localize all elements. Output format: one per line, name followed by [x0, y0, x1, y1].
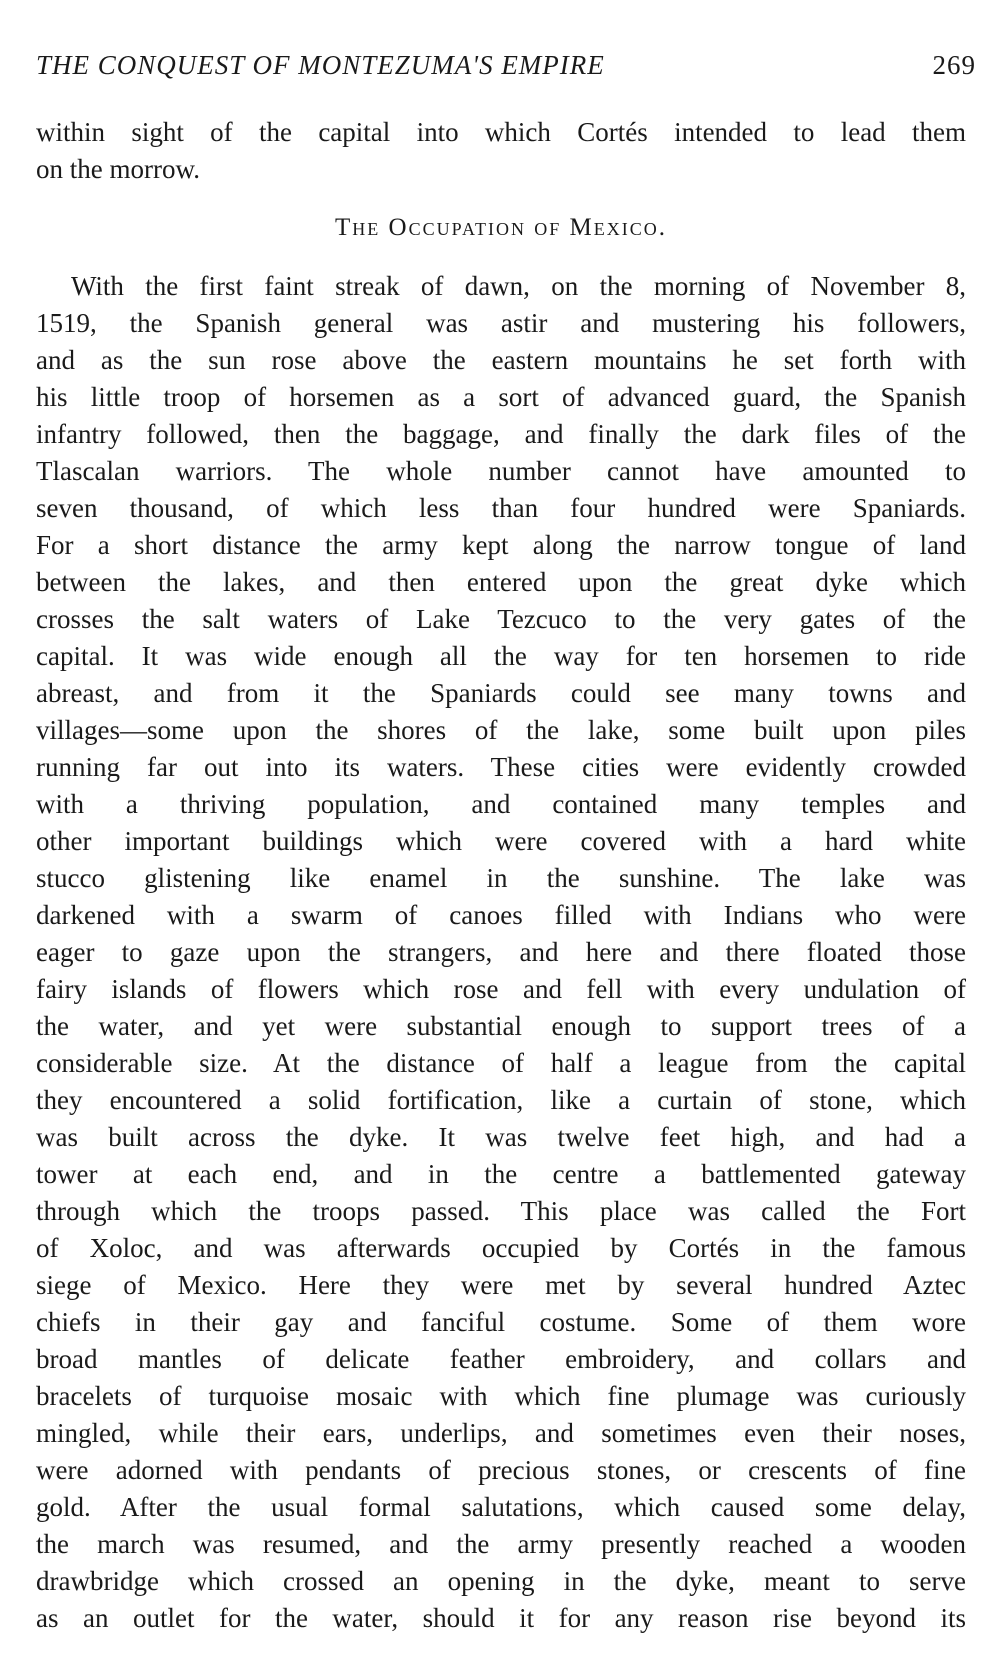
text-line: bracelets of turquoise mosaic with which fine plumage was curiously	[36, 1381, 966, 1411]
text-line: his little troop of horsemen as a sort of advanced guard, the Spanish	[36, 382, 966, 412]
text-line: was built across the dyke. It was twelve feet high, and had a	[36, 1122, 966, 1152]
text-line: on the morrow.	[36, 154, 200, 184]
section-heading: The Occupation of Mexico.	[335, 214, 667, 241]
text-line: abreast, and from it the Spaniards could see many towns and	[36, 678, 966, 708]
text-line: with a thriving population, and contained many temples and	[36, 789, 966, 819]
text-line: broad mantles of delicate feather embroidery, and collars and	[36, 1344, 966, 1374]
text-line: eager to gaze upon the strangers, and here and there floated those	[36, 937, 966, 967]
text-line: seven thousand, of which less than four hundred were Spaniards.	[36, 493, 966, 523]
text-line: they encountered a solid fortification, like a curtain of stone, which	[36, 1085, 966, 1115]
text-line: Tlascalan warriors. The whole number cannot have amounted to	[36, 456, 966, 486]
text-line: darkened with a swarm of canoes filled with Indians who were	[36, 900, 966, 930]
text-line: through which the troops passed. This place was called the Fort	[36, 1196, 966, 1226]
text-line: With the first faint streak of dawn, on the morning of November 8,	[71, 271, 966, 301]
text-line: within sight of the capital into which Cortés intended to lead them	[36, 117, 966, 147]
text-line: gold. After the usual formal salutations, which caused some delay,	[36, 1492, 966, 1522]
text-line: 1519, the Spanish general was astir and mustering his followers,	[36, 308, 966, 338]
text-line: tower at each end, and in the centre a battlemented gateway	[36, 1159, 966, 1189]
text-line: infantry followed, then the baggage, and finally the dark files of the	[36, 419, 966, 449]
text-line: crosses the salt waters of Lake Tezcuco to the very gates of the	[36, 604, 966, 634]
text-line: the march was resumed, and the army presently reached a wooden	[36, 1529, 966, 1559]
text-line: For a short distance the army kept along the narrow tongue of land	[36, 530, 966, 560]
page-number: 269	[932, 50, 976, 80]
text-line: siege of Mexico. Here they were met by several hundred Aztec	[36, 1270, 966, 1300]
text-line: were adorned with pendants of precious stones, or crescents of fine	[36, 1455, 966, 1485]
text-line: between the lakes, and then entered upon the great dyke which	[36, 567, 966, 597]
text-line: drawbridge which crossed an opening in the dyke, meant to serve	[36, 1566, 966, 1596]
text-line: fairy islands of flowers which rose and fell with every undulation of	[36, 974, 966, 1004]
text-line: villages—some upon the shores of the lake, some built upon piles	[36, 715, 966, 745]
body-paragraph	[36, 268, 966, 1637]
text-line: and as the sun rose above the eastern mountains he set forth with	[36, 345, 966, 375]
text-line: of Xoloc, and was afterwards occupied by Cortés in the famous	[36, 1233, 966, 1263]
text-line: stucco glistening like enamel in the sunshine. The lake was	[36, 863, 966, 893]
text-line: running far out into its waters. These cities were evidently crowded	[36, 752, 966, 782]
text-line: the water, and yet were substantial enough to support trees of a	[36, 1011, 966, 1041]
running-title: THE CONQUEST OF MONTEZUMA'S EMPIRE	[36, 50, 605, 80]
running-header	[36, 50, 976, 90]
intro-paragraph-continuation	[36, 114, 966, 188]
text-line: chiefs in their gay and fanciful costume. Some of them wore	[36, 1307, 966, 1337]
text-line: as an outlet for the water, should it for any reason rise beyond its	[36, 1603, 966, 1633]
text-line: capital. It was wide enough all the way for ten horsemen to ride	[36, 641, 966, 671]
text-line: mingled, while their ears, underlips, and sometimes even their noses,	[36, 1418, 966, 1448]
text-line: other important buildings which were covered with a hard white	[36, 826, 966, 856]
text-line: considerable size. At the distance of half a league from the capital	[36, 1048, 966, 1078]
